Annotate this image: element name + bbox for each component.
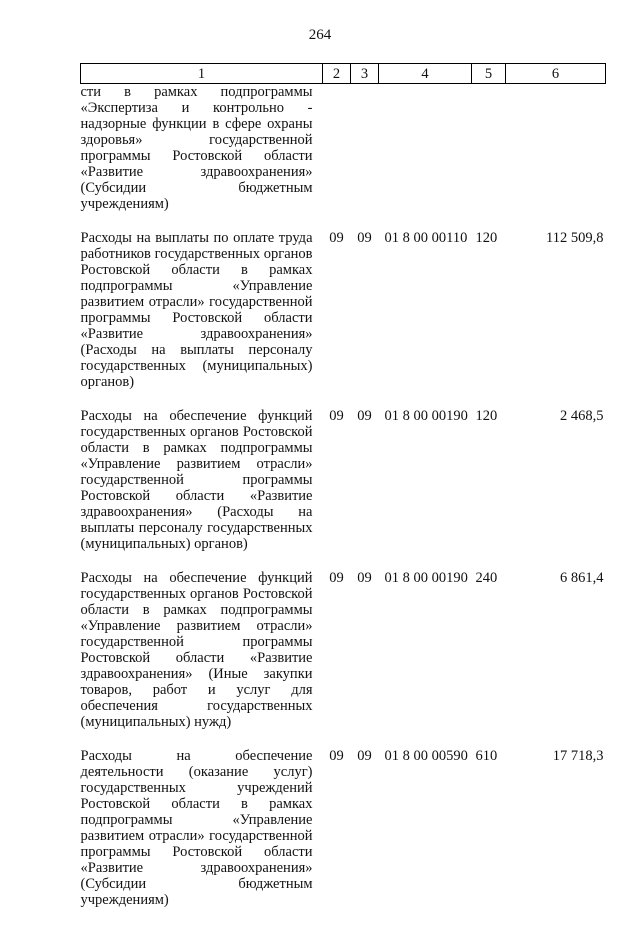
- table-row: [81, 230, 606, 408]
- row-expense-type: 120: [472, 230, 506, 408]
- header-col-1: 1: [81, 64, 323, 84]
- table-row: [81, 408, 606, 570]
- row-target-code: 01 8 00 00190: [379, 408, 472, 570]
- row-amount: 6 861,4: [506, 570, 606, 748]
- row-amount: 112 509,8: [506, 230, 606, 408]
- row-section: 09: [323, 570, 351, 748]
- row-description: Расходы на обеспечение функций государственных органов Ростовской области в рамках подпрограммы «Управление развитием отрасли» государственной программы Ростовской области «Развитие здравоохранения» (Расходы на выплаты персоналу государственных (муниципальных) органов): [81, 408, 323, 570]
- row-target-code: 01 8 00 00190: [379, 570, 472, 748]
- row-amount: 2 468,5: [506, 408, 606, 570]
- row-description: Расходы на выплаты по оплате труда работников государственных органов Ростовской области в рамках подпрограммы «Управление развитием отрасли» государственной программы Ростовской области «Развитие здравоохранения» (Расходы на выплаты персоналу государственных (муниципальных) органов): [81, 230, 323, 408]
- row-target-code: 01 8 00 00590: [379, 748, 472, 926]
- row-expense-type: [472, 84, 506, 231]
- table-body: [81, 84, 606, 926]
- row-expense-type: 240: [472, 570, 506, 748]
- header-col-4: 4: [379, 64, 472, 84]
- row-target-code: [379, 84, 472, 231]
- row-amount: 17 718,3: [506, 748, 606, 926]
- row-amount: [506, 84, 606, 231]
- row-section: 09: [323, 230, 351, 408]
- header-col-2: 2: [323, 64, 351, 84]
- row-section: 09: [323, 748, 351, 926]
- row-description: Расходы на обеспечение деятельности (оказание услуг) государственных учреждений Ростовской области в рамках подпрограммы «Управление развитием отрасли» государственной программы Ростовской области «Развитие здравоохранения» (Субсидии бюджетным учреждениям): [81, 748, 323, 926]
- header-col-3: 3: [351, 64, 379, 84]
- row-subsection: 09: [351, 748, 379, 926]
- header-row: [81, 64, 606, 84]
- row-expense-type: 120: [472, 408, 506, 570]
- row-section: 09: [323, 408, 351, 570]
- row-description: Расходы на обеспечение функций государственных органов Ростовской области в рамках подпрограммы «Управление развитием отрасли» государственной программы Ростовской области «Развитие здравоохранения» (Иные закупки товаров, работ и услуг для обеспечения государственных (муниципальных) нужд): [81, 570, 323, 748]
- table-row: [81, 748, 606, 926]
- table-header: [81, 64, 606, 84]
- table-row: [81, 84, 606, 231]
- row-target-code: 01 8 00 00110: [379, 230, 472, 408]
- header-col-6: 6: [506, 64, 606, 84]
- row-expense-type: 610: [472, 748, 506, 926]
- table-row: [81, 570, 606, 748]
- row-subsection: 09: [351, 570, 379, 748]
- row-subsection: 09: [351, 408, 379, 570]
- row-description: сти в рамках подпрограммы «Экспертиза и контрольно - надзорные функции в сфере охраны здоровья» государственной программы Ростовской области «Развитие здравоохранения» (Субсидии бюджетным учреждениям): [81, 84, 323, 231]
- row-subsection: [351, 84, 379, 231]
- row-subsection: 09: [351, 230, 379, 408]
- header-col-5: 5: [472, 64, 506, 84]
- row-section: [323, 84, 351, 231]
- budget-table: [80, 63, 606, 926]
- page-number: 264: [0, 27, 640, 44]
